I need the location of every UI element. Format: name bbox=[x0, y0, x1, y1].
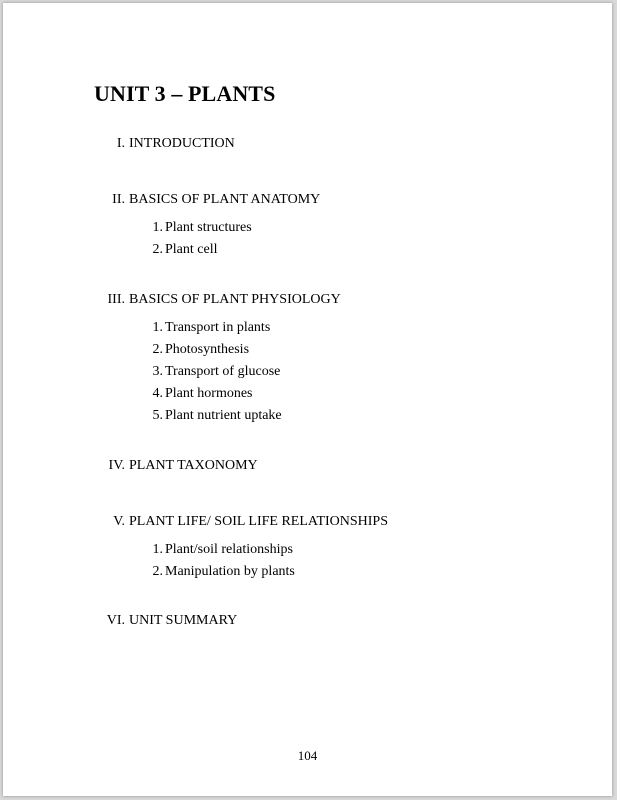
section-title: UNIT SUMMARY bbox=[129, 613, 238, 628]
item-number: 2. bbox=[152, 564, 163, 579]
page-number: 104 bbox=[297, 748, 318, 763]
section-title: PLANT LIFE/ SOIL LIFE RELATIONSHIPS bbox=[129, 514, 389, 529]
section-title: INTRODUCTION bbox=[129, 136, 235, 151]
list-item: Transport in plants bbox=[165, 320, 271, 335]
section-numeral: I. bbox=[116, 136, 125, 151]
list-item: Plant nutrient uptake bbox=[165, 408, 282, 423]
list-item: Transport of glucose bbox=[165, 364, 281, 379]
item-number: 1. bbox=[152, 220, 163, 235]
list-item: Plant/soil relationships bbox=[165, 542, 293, 557]
list-item: Manipulation by plants bbox=[165, 564, 295, 579]
section-numeral: IV. bbox=[108, 458, 125, 473]
list-item: Photosynthesis bbox=[165, 342, 250, 357]
item-number: 5. bbox=[152, 408, 163, 423]
item-number: 2. bbox=[152, 342, 163, 357]
list-item: Plant structures bbox=[165, 220, 252, 235]
section-title: BASICS OF PLANT ANATOMY bbox=[129, 192, 321, 207]
section-title: BASICS OF PLANT PHYSIOLOGY bbox=[129, 292, 341, 307]
list-item: Plant cell bbox=[165, 242, 218, 257]
list-item: Plant hormones bbox=[165, 386, 253, 401]
item-number: 1. bbox=[152, 320, 163, 335]
item-number: 3. bbox=[152, 364, 163, 379]
section-numeral: V. bbox=[113, 514, 125, 529]
section-numeral: III. bbox=[107, 292, 125, 307]
section-numeral: II. bbox=[112, 192, 125, 207]
item-number: 2. bbox=[152, 242, 163, 257]
document-page bbox=[3, 3, 612, 796]
item-number: 4. bbox=[152, 386, 163, 401]
section-numeral: VI. bbox=[106, 613, 125, 628]
page-title: UNIT 3 – PLANTS bbox=[94, 81, 276, 106]
section-title: PLANT TAXONOMY bbox=[129, 458, 258, 473]
item-number: 1. bbox=[152, 542, 163, 557]
